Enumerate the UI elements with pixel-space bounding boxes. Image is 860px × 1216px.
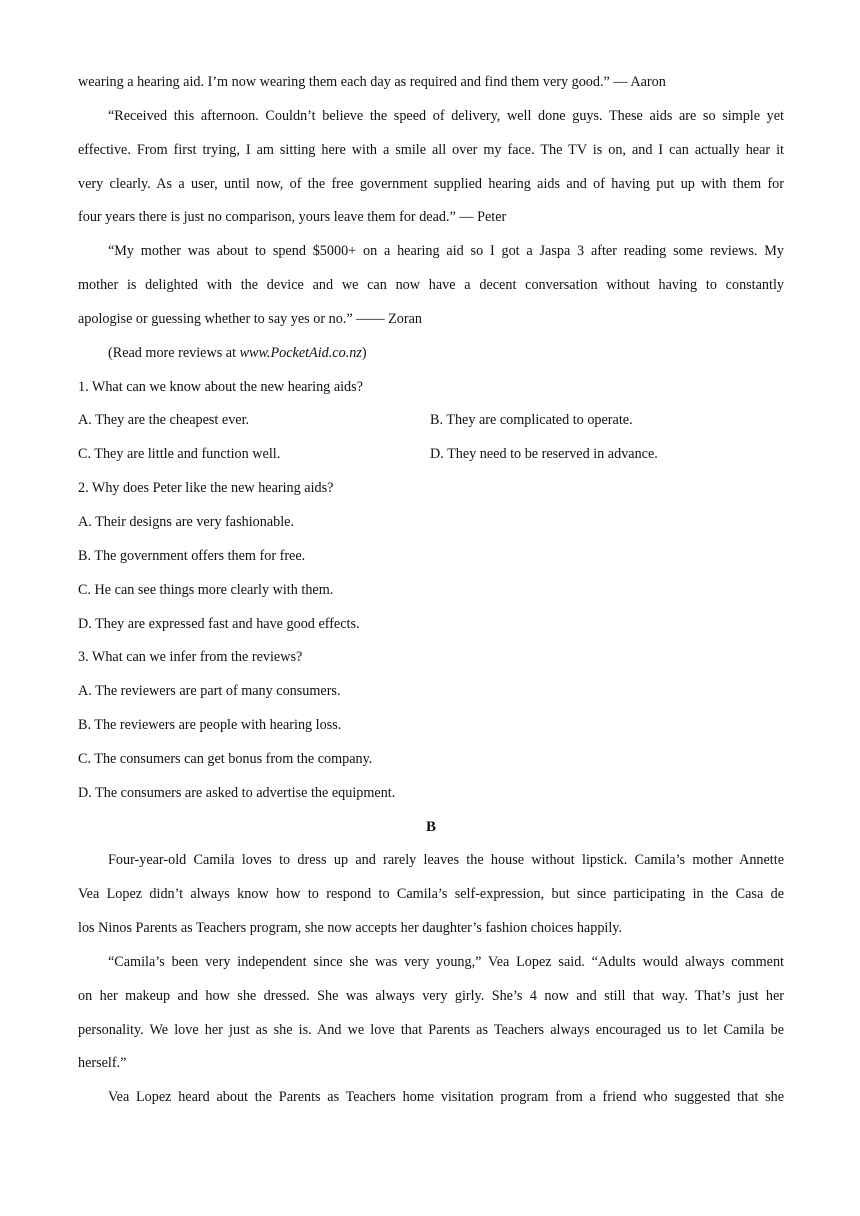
option-a: A. Their designs are very fashionable. <box>78 513 295 530</box>
option-d: D. The consumers are asked to advertise the equipment. <box>78 784 396 801</box>
question-stem: 1. What can we know about the new hearing aids? <box>78 378 363 395</box>
review-zoran <box>78 235 784 337</box>
review-peter <box>78 100 784 235</box>
text-line: Four-year-old Camila loves to dress up and rarely leaves the house without lipstick. Camila’s mother Annette <box>108 852 784 869</box>
question-stem: 2. Why does Peter like the new hearing aids? <box>78 480 334 497</box>
option-a: A. They are the cheapest ever. <box>78 412 250 429</box>
text-line: four years there is just no comparison, yours leave them for dead.” — Peter <box>78 209 507 226</box>
question-2 <box>78 472 784 641</box>
more-reviews-suffix: ) <box>361 344 367 361</box>
option-c: C. The consumers can get bonus from the company. <box>78 750 373 767</box>
option-b: B. They are complicated to operate. <box>430 412 633 429</box>
text-line: personality. We love her just as she is. And we love that Parents as Teachers always encouraged us to let Camila be <box>78 1021 784 1038</box>
text-line: herself.” <box>78 1055 127 1072</box>
text-line: effective. From first trying, I am sitting here with a smile all over my face. The TV is on, and I can actually hear it <box>78 141 784 158</box>
passage-b-paragraph-1 <box>78 844 784 946</box>
text-line: “Received this afternoon. Couldn’t believe the speed of delivery, well done guys. These aids are so simple yet <box>108 107 784 124</box>
option-b: B. The government offers them for free. <box>78 547 306 564</box>
question-1 <box>78 371 784 473</box>
option-b: B. The reviewers are people with hearing loss. <box>78 717 342 734</box>
option-row <box>78 438 784 472</box>
text-line: “My mother was about to spend $5000+ on a hearing aid so I got a Jaspa 3 after reading some reviews. My <box>108 243 784 260</box>
text-line: very clearly. As a user, until now, of the free government supplied hearing aids and of having put up with them for <box>78 175 784 192</box>
section-heading: B <box>425 818 436 835</box>
question-stem: 3. What can we infer from the reviews? <box>78 649 303 666</box>
more-reviews-prefix: (Read more reviews at <box>108 344 240 361</box>
text-line: Vea Lopez heard about the Parents as Teachers home visitation program from a friend who suggested that she <box>108 1089 784 1106</box>
text-line: Vea Lopez didn’t always know how to respond to Camila’s self-expression, but since participating in the Casa de <box>78 886 784 903</box>
passage-b-paragraph-3 <box>78 1081 784 1115</box>
option-d: D. They need to be reserved in advance. <box>430 446 658 463</box>
option-c: C. They are little and function well. <box>78 446 281 463</box>
option-d: D. They are expressed fast and have good effects. <box>78 615 360 632</box>
option-c: C. He can see things more clearly with them. <box>78 581 334 598</box>
text-line: apologise or guessing whether to say yes or no.” —— Zoran <box>78 310 422 327</box>
option-a: A. The reviewers are part of many consumers. <box>78 683 341 700</box>
text-line: wearing a hearing aid. I’m now wearing them each day as required and find them very good.” — Aaron <box>78 74 666 90</box>
text-line: los Ninos Parents as Teachers program, she now accepts her daughter’s fashion choices happily. <box>78 920 623 937</box>
text-line: “Camila’s been very independent since she was very young,” Vea Lopez said. “Adults would always comment <box>108 953 784 970</box>
reviews-url: www.PocketAid.co.nz <box>239 344 362 361</box>
text-line: on her makeup and how she dressed. She was always very girly. She’s 4 now and still that way. That’s just her <box>78 987 784 1004</box>
more-reviews-line <box>78 337 784 371</box>
option-row <box>78 404 784 438</box>
passage-b-paragraph-2 <box>78 946 784 1081</box>
text-line: mother is delighted with the device and we can now have a decent conversation without having to constantly <box>78 277 784 294</box>
question-3 <box>78 641 784 810</box>
document-page <box>78 66 784 1115</box>
